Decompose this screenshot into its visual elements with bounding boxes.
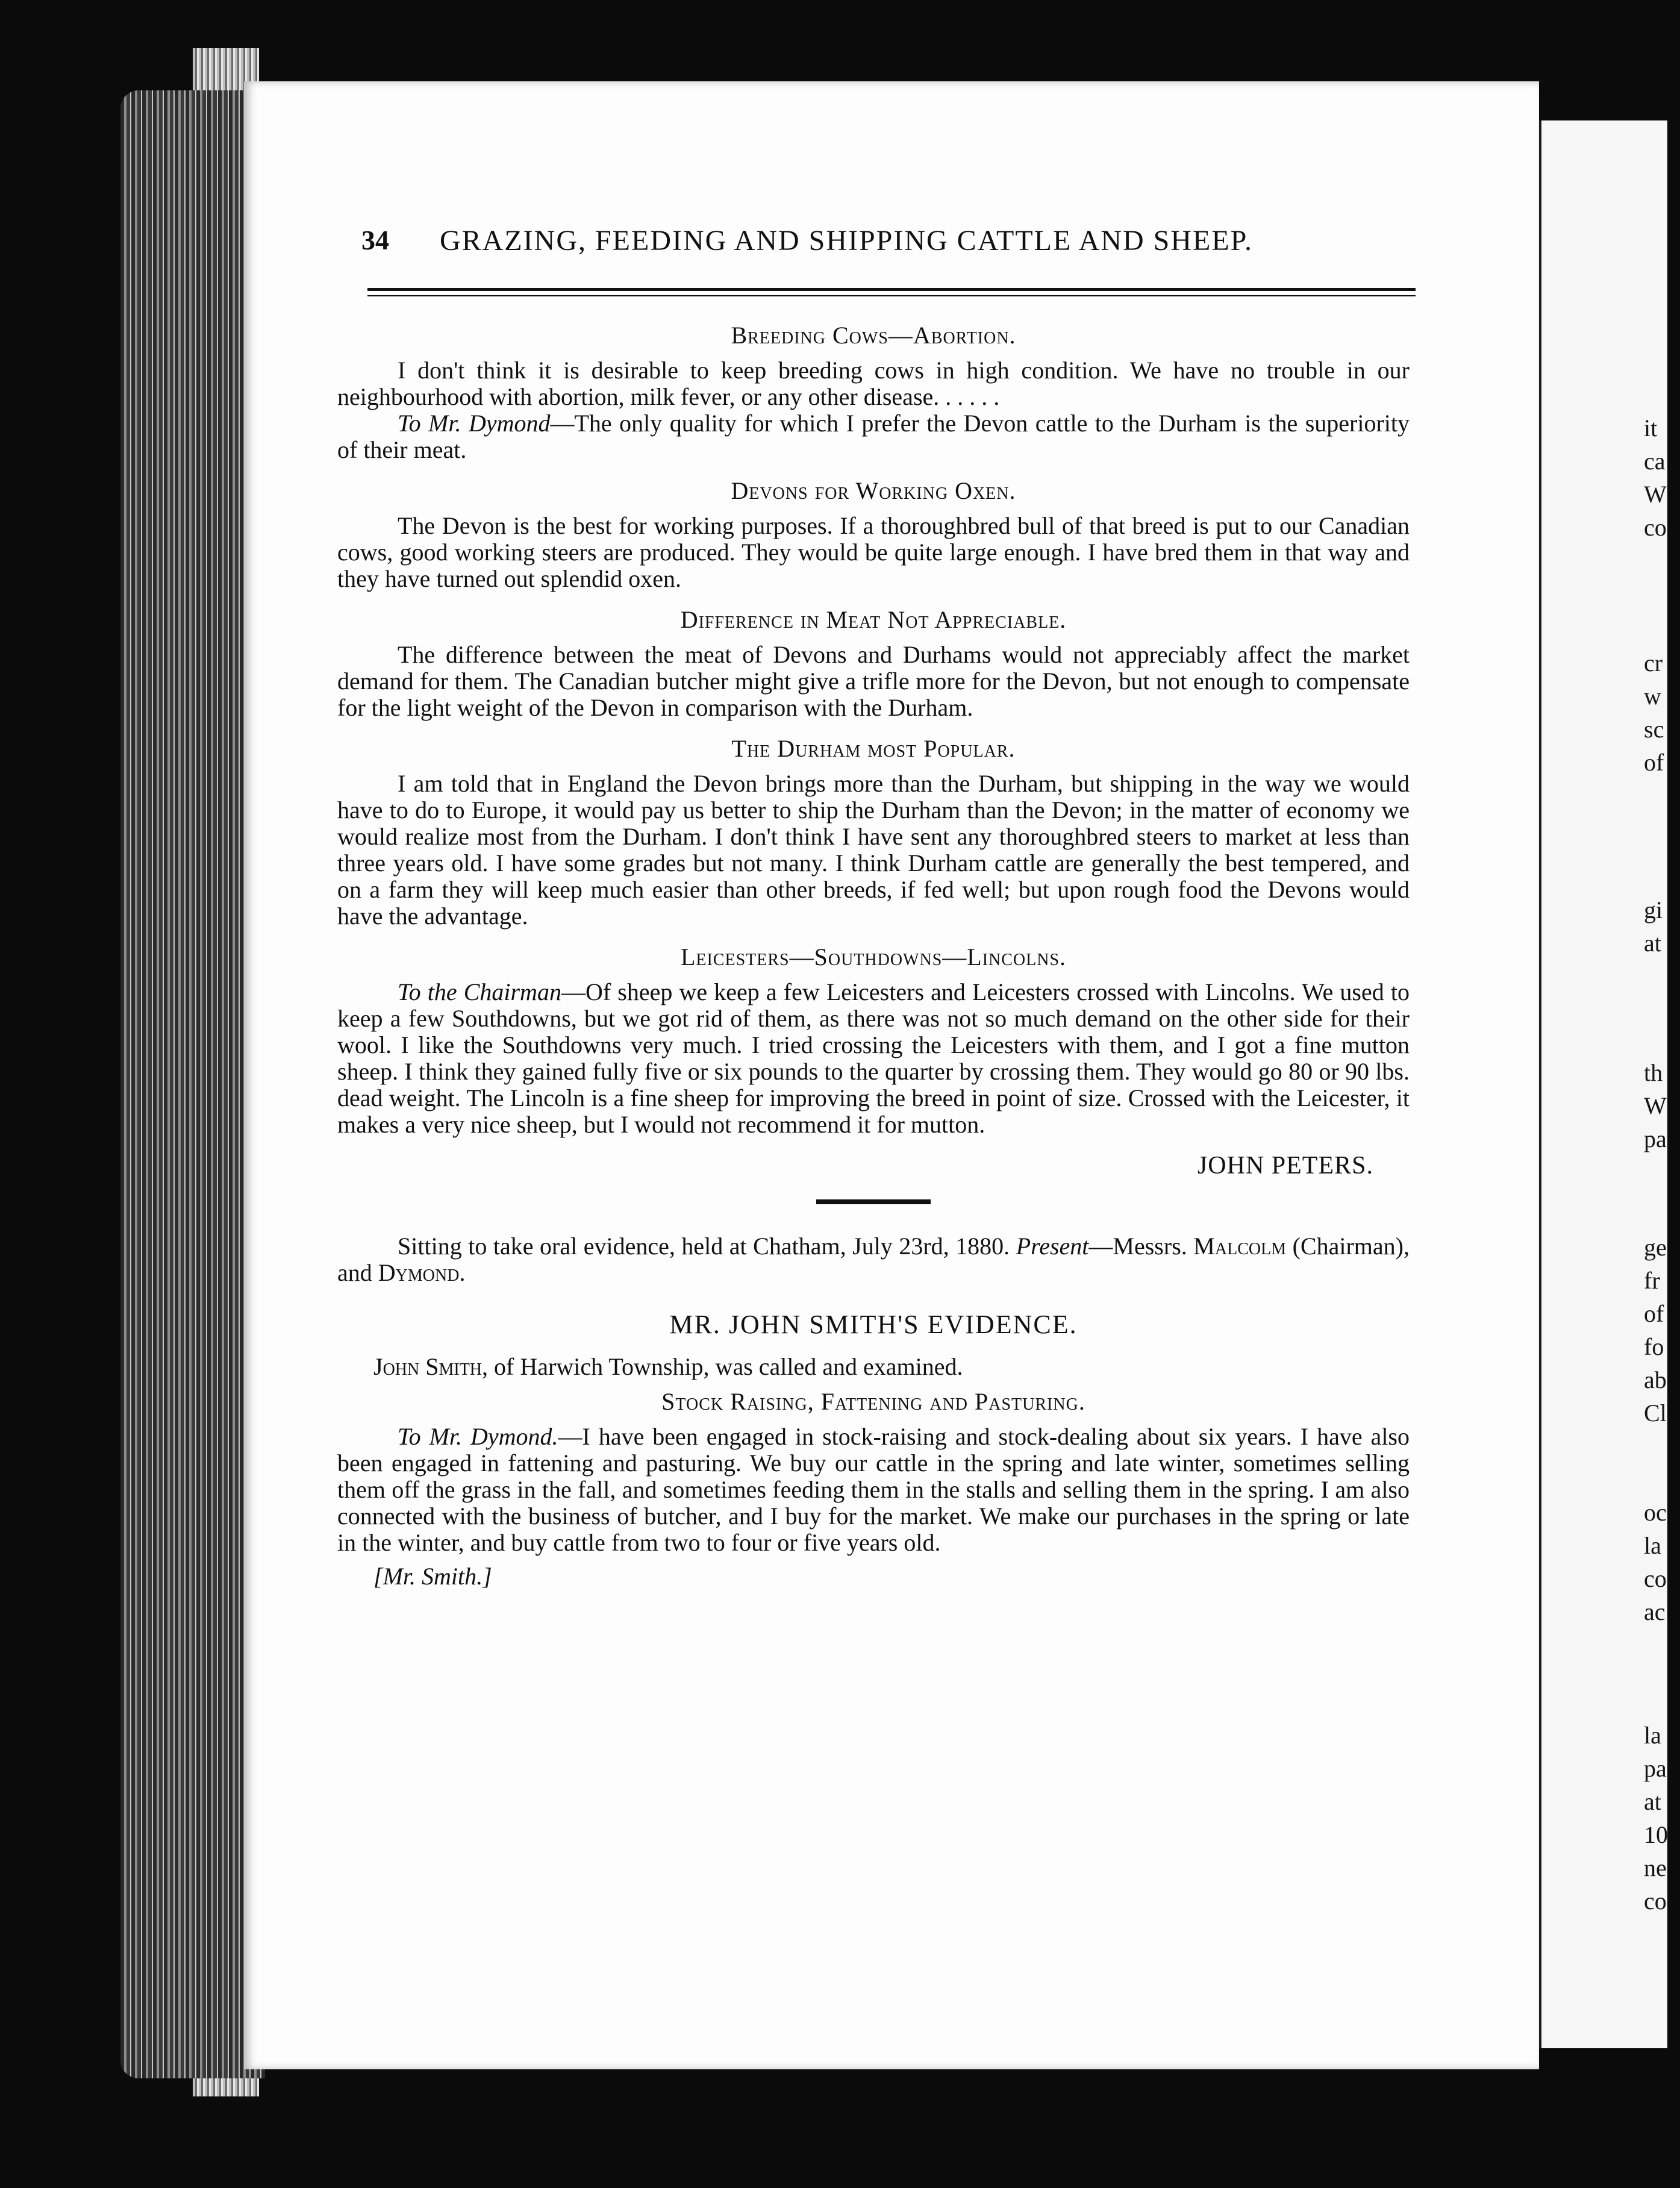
paragraph: The Devon is the best for working purposes. If a thoroughbred bull of that breed is put to our Canadian cows, good working steers are produced. They would be quite large enough. I have bred them in that way and they have turned out splendid oxen.: [337, 512, 1410, 592]
member-name: Dymond: [378, 1259, 460, 1286]
sitting-text: —Messrs.: [1088, 1233, 1194, 1260]
signature: JOHN PETERS.: [1197, 1152, 1373, 1180]
paragraph: The difference between the meat of Devons and Durhams would not appreciably affect the market demand for them. The Canadian butcher might give a trifle more for the Devon, but not enough to compensate for the light weight of the Devon in comparison with the Durham.: [337, 641, 1410, 721]
right-fragment: cr: [1644, 649, 1663, 677]
page-header: [361, 217, 1416, 271]
sitting-text: .: [459, 1259, 466, 1286]
section-heading: Devons for Working Oxen.: [731, 477, 1016, 504]
right-fragment: co: [1644, 1565, 1667, 1592]
evidence-title: MR. JOHN SMITH'S EVIDENCE.: [669, 1310, 1078, 1339]
right-fragment: at: [1644, 930, 1661, 957]
section-heading: The Durham most Popular.: [731, 735, 1016, 762]
right-fragment: of: [1644, 1300, 1664, 1327]
right-fragment: of: [1644, 749, 1664, 776]
paragraph: [337, 979, 1410, 1138]
separator-rule: [816, 1199, 931, 1204]
right-fragment: pa: [1644, 1755, 1667, 1782]
right-fragment: Cl: [1644, 1399, 1667, 1427]
sitting-notice: [337, 1233, 1410, 1286]
right-fragment: ac: [1644, 1598, 1666, 1625]
witness-name: John Smith: [373, 1353, 482, 1380]
right-fragment: fr: [1644, 1267, 1660, 1294]
right-fragment: la: [1644, 1722, 1661, 1749]
right-fragment: w: [1644, 683, 1661, 710]
right-fragment: pa: [1644, 1125, 1667, 1152]
paragraph: I don't think it is desirable to keep breeding cows in high condition. We have no trouble in our neighbourhood with abortion, milk fever, or any other disease. . . . . .: [337, 357, 1410, 410]
right-fragment: ab: [1644, 1366, 1667, 1393]
addressee: To the Chairman: [398, 978, 561, 1005]
right-fragment: W: [1644, 1092, 1667, 1119]
paragraph: [337, 410, 1410, 463]
right-fragment: th: [1644, 1059, 1663, 1086]
chairman-name: Malcolm: [1193, 1233, 1287, 1260]
right-fragment: it: [1644, 414, 1658, 442]
right-fragment: ne: [1644, 1854, 1667, 1881]
right-fragment: sc: [1644, 716, 1664, 743]
header-rule-thin: [367, 295, 1416, 296]
section-heading: Stock Raising, Fattening and Pasturing.: [661, 1388, 1085, 1415]
right-fragment: co: [1644, 514, 1667, 541]
right-fragment: co: [1644, 1887, 1667, 1914]
sitting-text: Sitting to take oral evidence, held at Chatham, July 23rd, 1880.: [398, 1233, 1016, 1260]
paragraph-text: —The only quality for which I prefer the Devon cattle to the Durham is the superiority of their meat.: [337, 410, 1410, 463]
right-fragment: ca: [1644, 448, 1666, 475]
header-rule: [367, 288, 1416, 291]
addressee: To Mr. Dymond: [398, 410, 551, 437]
page-body: [337, 322, 1410, 1590]
paragraph: [337, 1424, 1410, 1556]
sitting-text: (Chairman), and: [337, 1233, 1410, 1286]
page-number: 34: [361, 225, 389, 255]
right-fragment: 10: [1644, 1821, 1668, 1848]
running-title: GRAZING, FEEDING AND SHIPPING CATTLE AND SHEEP.: [440, 225, 1254, 257]
present-label: Present: [1016, 1233, 1089, 1260]
right-fragment: W: [1644, 481, 1667, 508]
section-heading: Difference in Meat Not Appreciable.: [680, 606, 1067, 633]
paragraph-text: —I have been engaged in stock-raising and stock-dealing about six years. I have also been engaged in fattening and pasturing. We buy our cattle in the spring and late winter, sometimes selling them off the grass in the fall, and sometimes feeding them in the stalls and selling them in the spring. I am also connected with the business of butcher, and I buy for the market. We make our purchases in the spring or late in the winter, and buy cattle from two to four or five years old.: [337, 1423, 1410, 1556]
right-fragment: at: [1644, 1788, 1661, 1815]
right-fragment: ge: [1644, 1234, 1667, 1261]
section-heading: Leicesters—Southdowns—Lincolns.: [680, 943, 1067, 971]
paragraph: I am told that in England the Devon brings more than the Durham, but shipping in the way we would have to do to Europe, it would pay us better to ship the Durham than the Devon; in the matter of economy we would realize most from the Durham. I don't think I have sent any thoroughbred steers to market at less than three years old. I have some grades but not many. I think Durham cattle are generally the best tempered, and on a farm they will keep much easier than other breeds, if fed well; but upon rough food the Devons would have the advantage.: [337, 770, 1410, 930]
right-fragment: fo: [1644, 1333, 1664, 1360]
paragraph-text: —Of sheep we keep a few Leicesters and Leicesters crossed with Lincolns. We used to keep a few Southdowns, but we got rid of them, as there was not so much demand on the other side for their wool. I like the Southdowns very much. I tried crossing the Leicesters with them, and I got a fine mutton sheep. I think they gained fully five or six pounds to the quarter by crossing them. They would go 80 or 90 lbs. dead weight. The Lincoln is a fine sheep for improving the breed in point of size. Crossed with the Leicester, it makes a very nice sheep, but I would not recommend it for mutton.: [337, 978, 1410, 1138]
right-page-edge: [1539, 120, 1667, 2048]
right-fragment: gi: [1644, 896, 1663, 924]
right-fragment: oc: [1644, 1499, 1667, 1526]
addressee: To Mr. Dymond.: [398, 1423, 558, 1450]
witness-text: , of Harwich Township, was called and examined.: [482, 1353, 963, 1380]
witness-intro: [337, 1354, 1410, 1380]
book-spine-edge: [120, 90, 265, 2078]
speaker-note: [Mr. Smith.]: [373, 1563, 492, 1590]
section-heading: Breeding Cows—Abortion.: [731, 322, 1016, 349]
right-fragment: la: [1644, 1532, 1661, 1559]
